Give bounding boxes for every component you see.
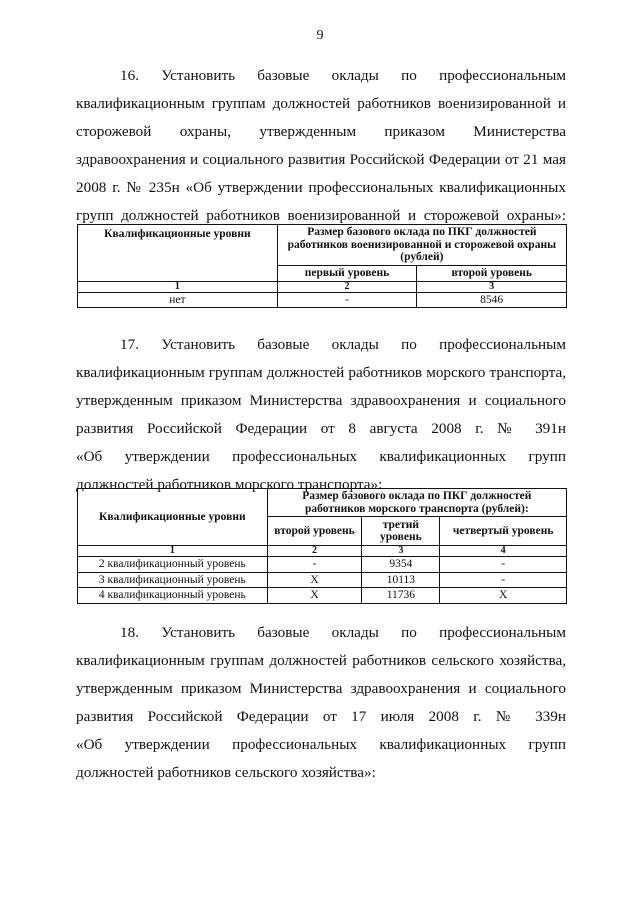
column-header-levels: Квалификационные уровни: [78, 225, 278, 282]
paragraph-line: квалификационным группам должностей работников сельского хозяйства,: [76, 652, 566, 669]
column-number: 1: [78, 546, 268, 557]
table-cell: 11736: [362, 588, 440, 604]
paragraph-line: 18. Установить базовые оклады по профессиональным: [120, 624, 566, 641]
paragraph-line: квалификационным группам должностей работников военизированной и: [76, 95, 566, 112]
table-cell: X: [440, 588, 567, 604]
table-row: [78, 557, 567, 573]
paragraph-line: развития Российской Федерации от 17 июля 2008 г. № 339н: [76, 708, 566, 725]
paragraph-line: 2008 г. № 235н «Об утверждении профессиональных квалификационных: [76, 179, 566, 196]
paragraph-line: здравоохранения и социального развития Российской Федерации от 21 мая: [76, 151, 566, 168]
column-number: 3: [362, 546, 440, 557]
paragraph-line: должностей работников морского транспорта»:: [76, 476, 383, 493]
column-number-row: [78, 281, 567, 292]
table-cell: -: [440, 572, 567, 588]
table-cell: -: [267, 557, 362, 573]
paragraph-line: должностей работников сельского хозяйства»:: [76, 764, 376, 781]
table-cell: 4 квалификационный уровень: [78, 588, 268, 604]
column-header-level-4: четвертый уровень: [440, 517, 567, 546]
column-header-level-2: второй уровень: [267, 517, 362, 546]
column-header-level-3: третий уровень: [362, 517, 440, 546]
column-number-row: [78, 546, 567, 557]
table-cell: X: [267, 572, 362, 588]
paragraph-line: сторожевой охраны, утвержденным приказом Министерства: [76, 123, 566, 140]
table-cell: X: [267, 588, 362, 604]
table-16: [77, 224, 567, 308]
paragraph-line: «Об утверждении профессиональных квалификационных групп: [76, 448, 566, 465]
table-cell: 10113: [362, 572, 440, 588]
table-cell: 2 квалификационный уровень: [78, 557, 268, 573]
column-group-header: Размер базового оклада по ПКГ должностей работников военизированной и сторожевой охраны (рублей): [277, 225, 566, 266]
column-number: 2: [277, 281, 417, 292]
column-group-header: Размер базового оклада по ПКГ должностей работников морского транспорта (рублей):: [267, 489, 566, 517]
table-row: [78, 292, 567, 308]
paragraph-line: групп должностей работников военизированной и сторожевой охраны»:: [76, 207, 566, 224]
table-cell: 9354: [362, 557, 440, 573]
column-number: 4: [440, 546, 567, 557]
column-header-level-2: второй уровень: [417, 266, 567, 282]
paragraph-line: 16. Установить базовые оклады по профессиональным: [120, 67, 566, 84]
column-number: 3: [417, 281, 567, 292]
table-17: [77, 488, 567, 604]
paragraph-line: утвержденным приказом Министерства здравоохранения и социального: [76, 680, 566, 697]
table-cell: -: [277, 292, 417, 308]
table-cell: 8546: [417, 292, 567, 308]
table-row: [78, 572, 567, 588]
paragraph-line: утвержденным приказом Министерства здравоохранения и социального: [76, 392, 566, 409]
table-cell: 3 квалификационный уровень: [78, 572, 268, 588]
table-cell: -: [440, 557, 567, 573]
table-cell: нет: [78, 292, 278, 308]
column-number: 1: [78, 281, 278, 292]
paragraph-line: «Об утверждении профессиональных квалификационных групп: [76, 736, 566, 753]
table-row: [78, 588, 567, 604]
paragraph-17: [76, 331, 566, 499]
column-number: 2: [267, 546, 362, 557]
table-header-row: [78, 225, 567, 266]
paragraph-line: 17. Установить базовые оклады по профессиональным: [120, 336, 566, 353]
column-header-levels: Квалификационные уровни: [78, 489, 268, 546]
paragraph-line: квалификационным группам должностей работников морского транспорта,: [76, 364, 566, 381]
column-header-level-1: первый уровень: [277, 266, 417, 282]
table-header-row: [78, 489, 567, 517]
paragraph-16: [76, 62, 566, 230]
paragraph-line: развития Российской Федерации от 8 августа 2008 г. № 391н: [76, 420, 566, 437]
page-number: 9: [316, 28, 324, 43]
paragraph-18: [76, 619, 566, 787]
